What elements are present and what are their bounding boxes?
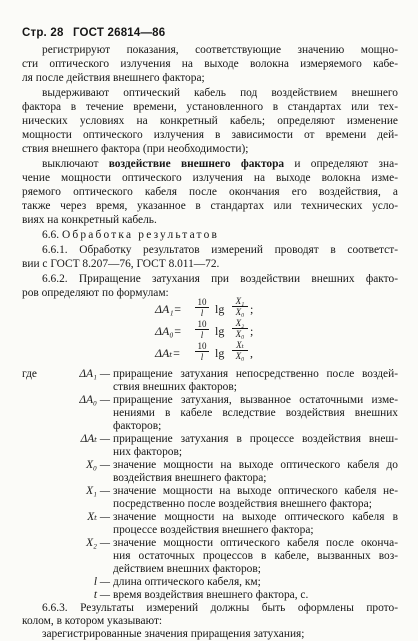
text-line: виях на конкретный кабель. bbox=[22, 214, 157, 226]
text-line: сти оптического излучения на выходе волокна измеряемого кабе- bbox=[22, 58, 398, 70]
fraction-numerator: X₁ bbox=[235, 296, 245, 306]
fraction-denominator: X₀ bbox=[232, 328, 248, 339]
bold-phrase: воздействие внешнего фактора bbox=[108, 158, 285, 170]
definition-line: время воздействия внешнего фактора, с. bbox=[113, 589, 309, 601]
definition-line: процессе воздействия внешнего фактора; bbox=[113, 524, 314, 536]
definition-symbol: l — bbox=[93, 576, 110, 588]
definition-line: приращение затухания в процессе воздействия внеш- bbox=[113, 433, 398, 445]
text-line: вии с ГОСТ 8.207—76, ГОСТ 8.011—72. bbox=[22, 258, 220, 270]
fraction-denominator: l bbox=[195, 307, 209, 318]
text-line: фактора в течение времени, установленного в стандартах или тех- bbox=[22, 101, 398, 113]
text-line: ряемого оптического кабеля после окончания его воздействия, а bbox=[22, 186, 398, 198]
definition-line: приращение затухания, вызванное остаточными изме- bbox=[113, 394, 398, 406]
text-line: ров определяют по формулам: bbox=[22, 287, 169, 299]
definition-line: значение мощности на выходе оптического кабеля до bbox=[113, 459, 398, 471]
definition-text bbox=[113, 368, 398, 394]
section-heading bbox=[42, 228, 398, 242]
fraction-denominator: X₀ bbox=[232, 350, 248, 361]
definition-symbol: Xₜ — bbox=[87, 511, 110, 523]
ratio-fraction bbox=[232, 296, 248, 317]
formula-punctuation: ; bbox=[250, 324, 254, 338]
definition-symbol: X₂ — bbox=[86, 537, 110, 549]
formula-lhs: ΔA₀= bbox=[155, 324, 182, 338]
text-line: также через время, указанное в стандартах или технических усло- bbox=[22, 200, 398, 212]
definition-line: ния остаточных процессов в кабеле, вызванных воз- bbox=[113, 550, 398, 562]
text-line: чение мощности оптического излучения на выходе волокна изме- bbox=[22, 172, 398, 184]
page-header bbox=[22, 27, 171, 39]
formula-punctuation: ; bbox=[250, 302, 254, 316]
definition-line: значение мощности оптического кабеля после оконча- bbox=[113, 537, 398, 549]
fraction-denominator: X₀ bbox=[232, 306, 248, 317]
log-operator: lg bbox=[215, 346, 225, 360]
definition-symbol: t — bbox=[93, 589, 110, 601]
fraction-denominator: l bbox=[195, 351, 209, 362]
text-line bbox=[42, 157, 398, 171]
fraction-numerator: 10 bbox=[197, 319, 207, 329]
definition-line: действием внешних факторов; bbox=[113, 563, 261, 575]
definition-text bbox=[113, 394, 398, 433]
fraction-denominator: l bbox=[195, 329, 209, 340]
definition-symbol: ΔA₁ — bbox=[79, 368, 110, 380]
definition-line: нениями в кабеле вследствие воздействия внешних bbox=[113, 407, 398, 419]
text-line: зарегистрированные значения приращения затухания; bbox=[42, 628, 305, 640]
definition-text bbox=[113, 589, 398, 602]
fraction-numerator: 10 bbox=[197, 297, 207, 307]
definition-line: значение мощности на выходе оптического кабеля не- bbox=[113, 485, 398, 497]
fraction-numerator: 10 bbox=[197, 341, 207, 351]
text-span: выключают bbox=[42, 158, 109, 170]
text-line: 6.6.3. Результаты измерений должны быть оформлены прото- bbox=[42, 602, 398, 614]
definition-symbol: X₀ — bbox=[86, 459, 110, 471]
definition-line: длина оптического кабеля, км; bbox=[113, 576, 261, 588]
text-line: выдерживают оптический кабель под воздействием внешнего bbox=[42, 87, 398, 99]
log-operator: lg bbox=[215, 302, 225, 316]
definition-symbol: ΔAₜ — bbox=[80, 433, 110, 445]
coefficient-fraction bbox=[195, 297, 209, 318]
fraction-numerator: X₂ bbox=[235, 318, 245, 328]
coefficient-fraction bbox=[195, 341, 209, 362]
section-number: 6.6. bbox=[42, 229, 62, 241]
definition-text bbox=[113, 459, 398, 485]
formula-lhs: ΔAₜ= bbox=[155, 346, 181, 360]
definition-symbol: ΔA₀ — bbox=[79, 394, 110, 406]
where-label: где bbox=[22, 368, 37, 380]
definition-text bbox=[113, 485, 398, 511]
definition-text bbox=[113, 537, 398, 576]
page-number: Стр. 28 bbox=[22, 27, 64, 39]
definition-line: значение мощности на выходе оптического кабеля в bbox=[113, 511, 398, 523]
fraction-numerator: Xₜ bbox=[236, 340, 244, 350]
definition-text bbox=[113, 576, 398, 589]
text-line: 6.6.2. Приращение затухания при воздействии внешних факто- bbox=[42, 273, 398, 285]
definition-line: факторов; bbox=[113, 420, 162, 432]
text-line: регистрируют показания, соответствующие значению мощно- bbox=[42, 44, 398, 56]
definition-line: воздействия внешнего фактора; bbox=[113, 472, 267, 484]
text-line: мощности оптического излучения в зависимости от времени дей- bbox=[22, 129, 398, 141]
formula-punctuation: , bbox=[250, 346, 253, 360]
text-line: 6.6.1. Обработку результатов измерений проводят в соответст- bbox=[42, 244, 398, 256]
definition-line: них факторов; bbox=[113, 446, 183, 458]
text-line: ствия внешнего фактора (при необходимости); bbox=[22, 143, 249, 155]
definition-text bbox=[113, 511, 398, 537]
text-line: ля после действия внешнего фактора; bbox=[22, 72, 205, 84]
definition-symbol: X₁ — bbox=[86, 485, 110, 497]
ratio-fraction bbox=[232, 318, 248, 339]
definition-line: ствия внешних факторов; bbox=[113, 381, 237, 393]
formula-lhs: ΔA₁= bbox=[155, 302, 182, 316]
log-operator: lg bbox=[215, 324, 225, 338]
coefficient-fraction bbox=[195, 319, 209, 340]
definition-text bbox=[113, 433, 398, 459]
text-line: колом, в котором указывают: bbox=[22, 615, 163, 627]
definition-line: посредственно после воздействия внешнего фактора; bbox=[113, 498, 372, 510]
ratio-fraction bbox=[232, 340, 248, 361]
definition-line: приращение затухания непосредственно после воздей- bbox=[113, 368, 398, 380]
text-span: и определяют зна- bbox=[284, 158, 398, 170]
section-title: Обработка результатов bbox=[61, 229, 220, 241]
standard-code: ГОСТ 26814—86 bbox=[72, 27, 166, 39]
text-line: нических условиях на конкретный кабель; определяют изменение bbox=[22, 115, 398, 127]
